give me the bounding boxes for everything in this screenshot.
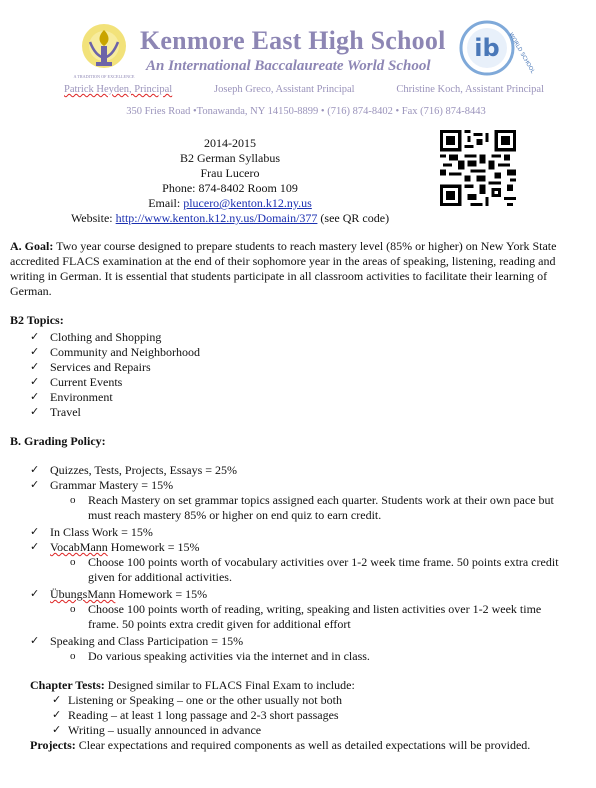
- vocab-sublist: [10, 555, 570, 585]
- staff-assistant-2: Christine Koch, Assistant Principal: [396, 84, 544, 95]
- course-info: [30, 136, 430, 226]
- list-item: ✓ Environment: [30, 390, 113, 404]
- checkmark-icon: ✓: [30, 376, 40, 388]
- list-item: ✓ Writing – usually announced in advance: [52, 723, 262, 737]
- staff-assistant-1: Joseph Greco, Assistant Principal: [214, 84, 355, 95]
- checkmark-icon: ✓: [30, 346, 40, 358]
- school-subtitle: An International Baccalaureate World School: [146, 58, 431, 74]
- list-item: ✓ Community and Neighborhood: [30, 345, 200, 359]
- course-title: B2 German Syllabus: [180, 151, 280, 165]
- checkmark-icon: ✓: [52, 724, 62, 736]
- bullet-circle-icon: o: [70, 494, 76, 506]
- grading-list: [10, 463, 570, 493]
- checkmark-icon: ✓: [30, 588, 40, 600]
- grading-list-3: [10, 587, 570, 602]
- teacher-name: Frau Lucero: [200, 166, 260, 180]
- grading-list-2: [10, 525, 570, 555]
- projects-paragraph: Projects: Clear expectations and required components as well as detailed expectations will be provided.: [30, 738, 531, 752]
- topics-section: [10, 313, 570, 420]
- svg-text:A TRADITION OF EXCELLENCE: A TRADITION OF EXCELLENCE: [73, 74, 135, 79]
- list-item: ✓ ÜbungsMann Homework = 15%: [30, 587, 208, 601]
- list-item: o Do various speaking activities via the internet and in class.: [70, 649, 370, 663]
- list-item: o Choose 100 points worth of vocabulary activities over 1-2 week time frame. 50 points extra credit given for additional activities.: [70, 555, 559, 584]
- checkmark-icon: ✓: [30, 331, 40, 343]
- goal-paragraph: A. Goal: Two year course designed to prepare students to reach mastery level (85% or higher) on New York State accredited FLACS examination at the end of their sophomore year in the areas of speaking, listening, reading and writing in German. It is essential that students participate in all classroom activities to facilitate their learning of German.: [10, 239, 557, 298]
- list-item: ✓ Speaking and Class Participation = 15%: [30, 634, 244, 648]
- bullet-circle-icon: o: [70, 603, 76, 615]
- grading-section: [10, 434, 570, 664]
- list-item: ✓ In Class Work = 15%: [30, 525, 153, 539]
- list-item: ✓ Quizzes, Tests, Projects, Essays = 25%: [30, 463, 238, 477]
- ubungs-sublist: [10, 602, 570, 632]
- list-item: ✓ Reading – at least 1 long passage and 2-3 short passages: [52, 708, 339, 722]
- checkmark-icon: ✓: [30, 635, 40, 647]
- chapter-tests-section: [10, 678, 570, 738]
- grammar-sublist: [10, 493, 570, 523]
- checkmark-icon: ✓: [52, 694, 62, 706]
- checkmark-icon: ✓: [30, 526, 40, 538]
- speaking-sublist: [10, 649, 570, 664]
- list-item: o Reach Mastery on set grammar topics assigned each quarter. Students work at their own pace but must reach mastery 85% or higher on end quiz to earn credit.: [70, 493, 554, 522]
- list-item: ✓ Grammar Mastery = 15%: [30, 478, 174, 492]
- staff-line: [64, 84, 544, 95]
- bullet-circle-icon: o: [70, 556, 76, 568]
- chapter-tests-list: [30, 693, 570, 738]
- staff-principal: Patrick Heyden, Principal: [64, 84, 173, 95]
- grading-heading: B. Grading Policy:: [10, 434, 106, 448]
- list-item: ✓ VocabMann Homework = 15%: [30, 540, 200, 554]
- checkmark-icon: ✓: [30, 464, 40, 476]
- phone-room: Phone: 874-8402 Room 109: [162, 181, 298, 195]
- svg-text:ib: ib: [474, 34, 500, 62]
- website-line: Website: http://www.kenton.k12.ny.us/Domain/377 (see QR code): [70, 211, 390, 225]
- school-address: 350 Fries Road •Tonawanda, NY 14150-8899 • (716) 874-8402 • Fax (716) 874-8443: [126, 106, 486, 117]
- topics-heading: B2 Topics:: [10, 313, 64, 327]
- checkmark-icon: ✓: [30, 541, 40, 553]
- topics-list: [10, 330, 570, 420]
- checkmark-icon: ✓: [30, 406, 40, 418]
- list-item: ✓ Travel: [30, 405, 81, 419]
- list-item: ✓ Clothing and Shopping: [30, 330, 162, 344]
- email-link[interactable]: plucero@kenton.k12.ny.us: [183, 196, 312, 210]
- checkmark-icon: ✓: [30, 361, 40, 373]
- list-item: ✓ Services and Repairs: [30, 360, 151, 374]
- checkmark-icon: ✓: [30, 479, 40, 491]
- checkmark-icon: ✓: [30, 391, 40, 403]
- syllabus-body: [10, 239, 570, 753]
- ib-world-school-logo: [455, 12, 536, 80]
- school-year: 2014-2015: [204, 136, 256, 150]
- chapter-tests-line: Chapter Tests: Designed similar to FLACS Final Exam to include:: [30, 678, 355, 692]
- bullet-circle-icon: o: [70, 650, 76, 662]
- school-name: Kenmore East High School: [140, 26, 446, 55]
- checkmark-icon: ✓: [52, 709, 62, 721]
- svg-text:WORLD SCHOOL: WORLD SCHOOL: [507, 32, 536, 75]
- school-crest-logo: [73, 22, 135, 84]
- email-line: Email: plucero@kenton.k12.ny.us: [148, 196, 312, 210]
- list-item: ✓ Listening or Speaking – one or the other usually not both: [52, 693, 342, 707]
- list-item: ✓ Current Events: [30, 375, 123, 389]
- qr-code-icon[interactable]: [440, 130, 516, 206]
- list-item: o Choose 100 points worth of reading, writing, speaking and listen activities over 1-2 week time frame. 50 points extra credit given for additional effort: [70, 602, 542, 631]
- grading-list-4: [10, 634, 570, 649]
- website-link[interactable]: http://www.kenton.k12.ny.us/Domain/377: [115, 211, 318, 225]
